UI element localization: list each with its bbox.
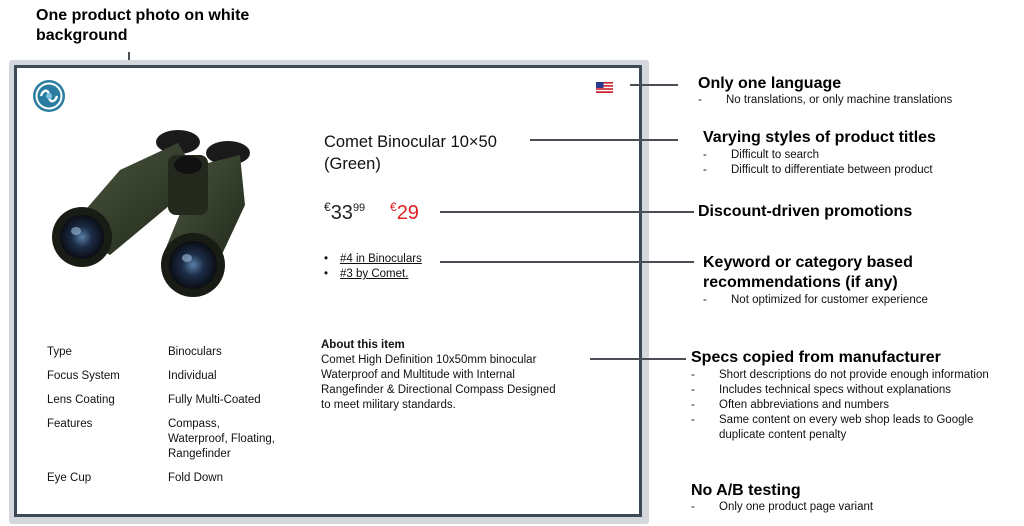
sale-price: €29: [390, 200, 419, 224]
discount-connector: [440, 211, 694, 213]
annotation-bullet: - Not optimized for customer experience: [703, 293, 1013, 308]
language-connector: [630, 84, 678, 86]
spec-key: Type: [47, 346, 72, 358]
spec-value: Compass,: [168, 418, 220, 430]
specs-connector: [590, 358, 686, 360]
about-line: Rangefinder & Directional Compass Designed: [321, 384, 556, 396]
brand-logo-icon[interactable]: [32, 79, 66, 113]
spec-row: [47, 345, 298, 360]
spec-value: Waterproof, Floating,: [168, 433, 275, 445]
annotation-bullet: - Often abbreviations and numbers: [691, 398, 1009, 413]
annotation-bullet: - Short descriptions do not provide enough information: [691, 368, 1009, 383]
recommendations-annotation-bullets: [703, 293, 1013, 308]
ab-annotation-bullets: [691, 500, 1009, 515]
recommendations-connector: [440, 261, 694, 263]
about-heading: About this item: [321, 339, 405, 351]
recommendation-list: [324, 252, 422, 282]
spec-value: Individual: [168, 370, 217, 382]
spec-row: [47, 369, 298, 384]
spec-row: [47, 417, 298, 462]
us-flag-icon[interactable]: [596, 80, 613, 91]
specs-table: [47, 345, 298, 495]
spec-key: Eye Cup: [47, 472, 92, 484]
photo-annotation-title: One product photo on white background: [36, 7, 250, 44]
about-line: Comet High Definition 10x50mm binocular: [321, 354, 537, 366]
annotation-bullet: - Includes technical specs without explanations: [691, 383, 1009, 398]
titles-annotation-bullets: [703, 148, 1013, 178]
about-line: to meet military standards.: [321, 399, 456, 411]
specs-annotation-bullets: [691, 368, 1009, 443]
language-annotation-bullets: [698, 93, 1008, 108]
titles-connector: [530, 139, 678, 141]
recommendation-item[interactable]: [324, 267, 422, 282]
specs-annotation-title: Specs copied from manufacturer: [691, 349, 941, 366]
titles-annotation-title: Varying styles of product titles: [703, 129, 936, 146]
original-price: $^€33^{99}$: [324, 200, 366, 224]
ab-annotation-title: No A/B testing: [691, 482, 801, 499]
spec-key: Features: [47, 418, 93, 430]
recommendation-link[interactable]: #4 in Binoculars: [340, 253, 422, 265]
spec-value: Fold Down: [168, 472, 223, 484]
spec-value: Binoculars: [168, 346, 222, 358]
product-title: Comet Binocular 10×50 (Green): [324, 133, 497, 173]
spec-row: [47, 393, 298, 408]
annotation-bullet: - Only one product page variant: [691, 500, 1009, 515]
about-line: Waterproof and Multitude with Internal: [321, 369, 515, 381]
annotation-bullet: - Difficult to differentiate between product: [703, 163, 1013, 178]
spec-key: Focus System: [47, 370, 120, 382]
annotation-bullet: - Difficult to search: [703, 148, 1013, 163]
spec-value: Fully Multi-Coated: [168, 394, 261, 406]
annotation-bullet: - No translations, or only machine translations: [698, 93, 1008, 108]
annotation-bullet: - Same content on every web shop leads to Google duplicate content penalty: [691, 413, 1009, 443]
recommendations-annotation-title: Keyword or category based recommendations (if any): [703, 254, 913, 291]
about-section: [321, 338, 581, 413]
spec-row: [47, 471, 298, 486]
language-annotation-title: Only one language: [698, 75, 842, 92]
recommendation-item[interactable]: [324, 252, 422, 267]
recommendation-link[interactable]: #3 by Comet.: [340, 268, 409, 280]
spec-value: Rangefinder: [168, 448, 231, 460]
binoculars-photo: [50, 125, 260, 300]
discount-annotation-title: Discount-driven promotions: [698, 203, 913, 220]
spec-key: Lens Coating: [47, 394, 115, 406]
